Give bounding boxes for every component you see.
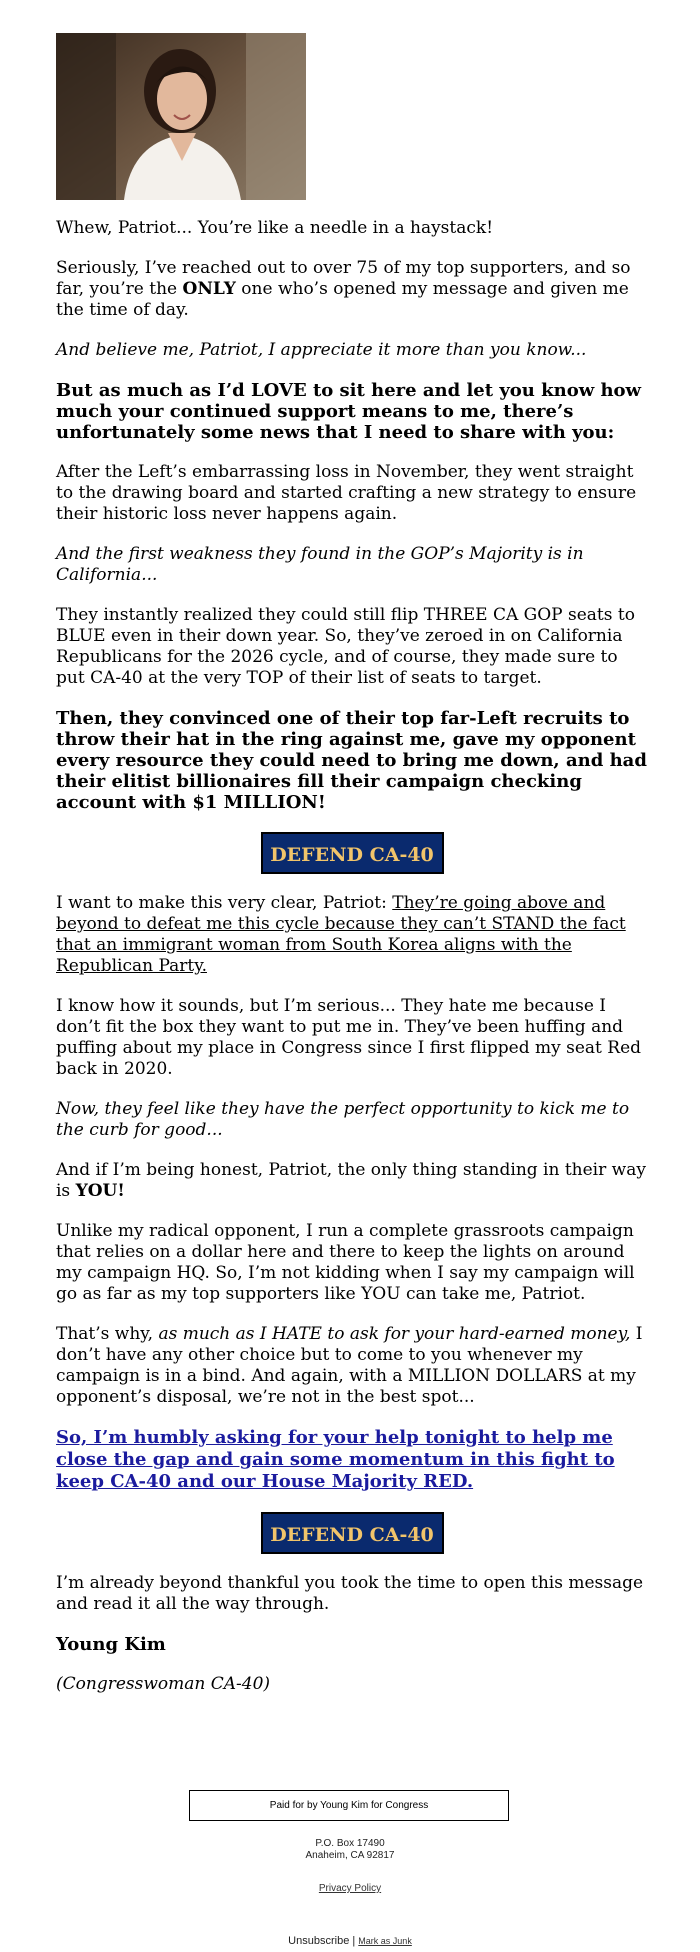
strategy-paragraph: After the Left’s embarrassing loss in November, they went straight to the drawing board and started crafting a new strategy to ensure their historic loss never happens again.: [56, 462, 637, 524]
signature-name: Young Kim: [56, 1634, 166, 1655]
unsubscribe-row: [0, 1935, 700, 1947]
defend-ca40-button-2[interactable]: DEFEND CA-40: [261, 1512, 444, 1554]
million-paragraph: Then, they convinced one of their top far-Left recruits to throw their hat in the ring against me, gave my opponent every resource they could need to bring me down, and had their elitist billionaires fill their campaign checking account with $1 MILLION!: [56, 708, 647, 813]
paid-for-disclaimer: [189, 1790, 509, 1821]
portrait-image: [56, 33, 306, 200]
box-paragraph: I know how it sounds, but I’m serious... They hate me because I don’t fit the box they want to put me in. They’ve been huffing and puffing about my place in Congress since I first flipped my seat Red back in 2020.: [56, 996, 642, 1079]
mark-as-junk-link[interactable]: Mark as Junk: [358, 1936, 412, 1946]
weakness-paragraph: And the first weakness they found in the GOP’s Majority is in California...: [56, 544, 584, 585]
news-paragraph: But as much as I’d LOVE to sit here and let you know how much your continued support means to me, there’s unfortunately some news that I need to share with you:: [56, 380, 642, 443]
paid-for-text: Paid for by Young Kim for Congress: [269, 1800, 429, 1811]
mailing-address: [0, 1838, 700, 1862]
address-line-2: Anaheim, CA 92817: [305, 1850, 395, 1861]
privacy-policy-link[interactable]: Privacy Policy: [318, 1883, 382, 1894]
target-paragraph: They instantly realized they could still flip THREE CA GOP seats to BLUE even in their down year. So, they’ve zeroed in on California Republicans for the 2026 cycle, and of course, they made sure to put CA-40 at the very TOP of their list of seats to target.: [56, 605, 635, 688]
standing-paragraph: And if I’m being honest, Patriot, the only thing standing in their way is YOU!: [56, 1160, 646, 1201]
ask-paragraph: That’s why, as much as I HATE to ask for your hard-earned money, I don’t have any other choice but to come to you whenever my campaign is in a bind. And again, with a MILLION DOLLARS at my opponent’s disposal, we’re not in the best spot...: [56, 1324, 643, 1407]
clear-paragraph: I want to make this very clear, Patriot: They’re going above and beyond to defeat me this cycle because they can’t STAND the fact that an immigrant woman from South Korea aligns with the Republican Party.: [56, 893, 626, 976]
immigrant-underlined-text: They’re going above and beyond to defeat me this cycle because they can’t STAND the fact that an immigrant woman from South Korea aligns with the Republican Party.: [56, 893, 626, 976]
defend-ca40-button[interactable]: DEFEND CA-40: [261, 832, 444, 874]
separator: |: [352, 1935, 356, 1947]
cta-paragraph: [56, 1427, 648, 1493]
help-tonight-link[interactable]: So, I’m humbly asking for your help tonight to help me close the gap and gain some momentum in this fight to keep CA-40 and our House Majority RED.: [56, 1427, 615, 1492]
button-row-1: [56, 832, 648, 874]
curb-paragraph: Now, they feel like they have the perfect opportunity to kick me to the curb for good...: [56, 1099, 630, 1140]
unsubscribe-link[interactable]: Unsubscribe: [288, 1935, 350, 1947]
greeting-paragraph: Whew, Patriot... You’re like a needle in a haystack!: [56, 218, 494, 238]
privacy-row: [0, 1883, 700, 1894]
supporters-paragraph: Seriously, I’ve reached out to over 75 of my top supporters, and so far, you’re the ONLY one who’s opened my message and given me the time of day.: [56, 258, 631, 320]
header-photo: [56, 33, 306, 200]
appreciate-paragraph: And believe me, Patriot, I appreciate it more than you know...: [56, 340, 587, 360]
address-line-1: P.O. Box 17490: [315, 1838, 385, 1849]
signature-title: (Congresswoman CA-40): [56, 1674, 271, 1694]
thanks-paragraph: I’m already beyond thankful you took the time to open this message and read it all the way through.: [56, 1573, 644, 1614]
button-row-2: [56, 1512, 648, 1554]
email-body: [56, 218, 648, 1714]
grassroots-paragraph: Unlike my radical opponent, I run a complete grassroots campaign that relies on a dollar here and there to keep the lights on around my campaign HQ. So, I’m not kidding when I say my campaign will go as far as my top supporters like YOU can take me, Patriot.: [56, 1221, 635, 1304]
